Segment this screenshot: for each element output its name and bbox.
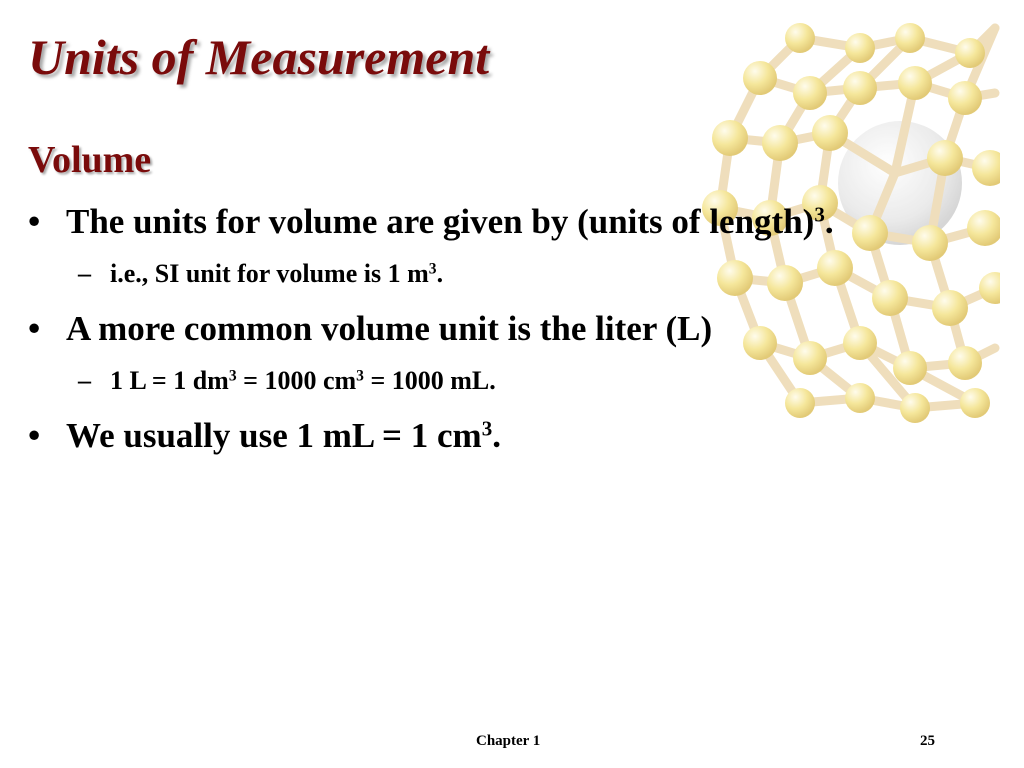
superscript: 3: [428, 260, 437, 278]
superscript: 3: [228, 367, 237, 385]
bullet-item: [28, 416, 501, 456]
bullet-tail: .: [492, 416, 501, 455]
sub-bullet-tail: .: [436, 259, 444, 288]
footer-chapter: Chapter 1: [476, 733, 541, 749]
footer-page-number: 25: [920, 733, 935, 749]
bullet-item: [28, 309, 713, 349]
superscript: 3: [814, 202, 825, 227]
sub-bullet-item: [78, 366, 496, 396]
bullet-tail: .: [824, 202, 834, 241]
bullet-text: We usually use 1 mL = 1 cm: [66, 416, 482, 455]
sub-bullet-text: i.e., SI unit for volume is 1 m: [110, 259, 429, 288]
bullet-text: The units for volume are given by (units of length): [66, 202, 815, 241]
bullet-marker: •: [28, 416, 41, 455]
bullet-text: A more common volume unit is the liter (L): [66, 309, 713, 348]
bullet-item: [28, 202, 834, 242]
sub-bullet-item: [78, 259, 444, 289]
bullet-marker: •: [28, 309, 41, 348]
sub-bullet-text-a: 1 L = 1 dm: [110, 366, 229, 395]
slide-subtitle: Volume: [28, 139, 152, 181]
superscript: 3: [356, 367, 364, 385]
sub-bullet-text-b: = 1000 cm: [236, 366, 357, 395]
superscript: 3: [481, 416, 493, 441]
bullet-marker: •: [28, 202, 41, 241]
slide-title: Units of Measurement: [28, 29, 490, 85]
dash-marker: –: [78, 366, 91, 395]
sub-bullet-text-c: = 1000 mL.: [363, 366, 496, 395]
dash-marker: –: [78, 259, 91, 288]
